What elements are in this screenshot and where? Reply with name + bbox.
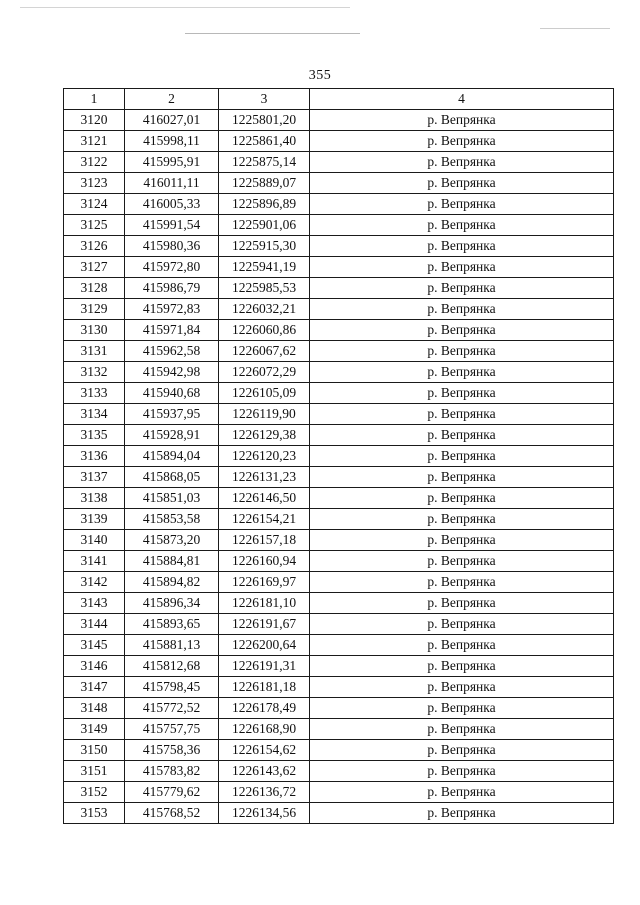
point-number-cell: 3128 xyxy=(64,278,125,299)
table-row xyxy=(64,215,614,236)
y-coordinate-cell: 1226154,62 xyxy=(219,740,310,761)
x-coordinate-cell: 415896,34 xyxy=(125,593,219,614)
point-number-cell: 3140 xyxy=(64,530,125,551)
description-cell: р. Вепрянка xyxy=(310,131,614,152)
scan-artifact xyxy=(20,7,350,8)
point-number-cell: 3126 xyxy=(64,236,125,257)
description-cell: р. Вепрянка xyxy=(310,509,614,530)
point-number-cell: 3136 xyxy=(64,446,125,467)
x-coordinate-cell: 416011,11 xyxy=(125,173,219,194)
description-cell: р. Вепрянка xyxy=(310,194,614,215)
page-number: 355 xyxy=(308,68,332,83)
x-coordinate-cell: 415937,95 xyxy=(125,404,219,425)
description-cell: р. Вепрянка xyxy=(310,278,614,299)
column-header: 3 xyxy=(219,89,310,110)
y-coordinate-cell: 1225901,06 xyxy=(219,215,310,236)
y-coordinate-cell: 1225985,53 xyxy=(219,278,310,299)
y-coordinate-cell: 1225915,30 xyxy=(219,236,310,257)
table-row xyxy=(64,572,614,593)
y-coordinate-cell: 1226119,90 xyxy=(219,404,310,425)
description-cell: р. Вепрянка xyxy=(310,614,614,635)
table-body xyxy=(64,110,614,824)
table-row xyxy=(64,404,614,425)
x-coordinate-cell: 415972,80 xyxy=(125,257,219,278)
description-cell: р. Вепрянка xyxy=(310,782,614,803)
point-number-cell: 3123 xyxy=(64,173,125,194)
table-row xyxy=(64,635,614,656)
description-cell: р. Вепрянка xyxy=(310,572,614,593)
x-coordinate-cell: 415768,52 xyxy=(125,803,219,824)
table-row xyxy=(64,194,614,215)
table-row xyxy=(64,299,614,320)
table-row xyxy=(64,782,614,803)
table-row xyxy=(64,320,614,341)
point-number-cell: 3146 xyxy=(64,656,125,677)
y-coordinate-cell: 1226169,97 xyxy=(219,572,310,593)
point-number-cell: 3149 xyxy=(64,719,125,740)
point-number-cell: 3147 xyxy=(64,677,125,698)
point-number-cell: 3134 xyxy=(64,404,125,425)
x-coordinate-cell: 415894,04 xyxy=(125,446,219,467)
y-coordinate-cell: 1226200,64 xyxy=(219,635,310,656)
point-number-cell: 3121 xyxy=(64,131,125,152)
point-number-cell: 3129 xyxy=(64,299,125,320)
description-cell: р. Вепрянка xyxy=(310,362,614,383)
point-number-cell: 3139 xyxy=(64,509,125,530)
point-number-cell: 3142 xyxy=(64,572,125,593)
point-number-cell: 3143 xyxy=(64,593,125,614)
table-row xyxy=(64,236,614,257)
x-coordinate-cell: 415884,81 xyxy=(125,551,219,572)
description-cell: р. Вепрянка xyxy=(310,698,614,719)
table-row xyxy=(64,803,614,824)
point-number-cell: 3153 xyxy=(64,803,125,824)
description-cell: р. Вепрянка xyxy=(310,719,614,740)
table-row xyxy=(64,488,614,509)
description-cell: р. Вепрянка xyxy=(310,383,614,404)
description-cell: р. Вепрянка xyxy=(310,677,614,698)
y-coordinate-cell: 1226131,23 xyxy=(219,467,310,488)
table-header-row xyxy=(64,89,614,110)
table-row xyxy=(64,467,614,488)
x-coordinate-cell: 415758,36 xyxy=(125,740,219,761)
x-coordinate-cell: 415991,54 xyxy=(125,215,219,236)
table-row xyxy=(64,362,614,383)
y-coordinate-cell: 1226178,49 xyxy=(219,698,310,719)
y-coordinate-cell: 1226191,31 xyxy=(219,656,310,677)
x-coordinate-cell: 415779,62 xyxy=(125,782,219,803)
y-coordinate-cell: 1226105,09 xyxy=(219,383,310,404)
description-cell: р. Вепрянка xyxy=(310,467,614,488)
x-coordinate-cell: 415998,11 xyxy=(125,131,219,152)
x-coordinate-cell: 415757,75 xyxy=(125,719,219,740)
x-coordinate-cell: 415893,65 xyxy=(125,614,219,635)
x-coordinate-cell: 415853,58 xyxy=(125,509,219,530)
x-coordinate-cell: 415873,20 xyxy=(125,530,219,551)
x-coordinate-cell: 416005,33 xyxy=(125,194,219,215)
table-row xyxy=(64,614,614,635)
y-coordinate-cell: 1225861,40 xyxy=(219,131,310,152)
table-row xyxy=(64,110,614,131)
point-number-cell: 3135 xyxy=(64,425,125,446)
x-coordinate-cell: 415798,45 xyxy=(125,677,219,698)
x-coordinate-cell: 415980,36 xyxy=(125,236,219,257)
point-number-cell: 3130 xyxy=(64,320,125,341)
x-coordinate-cell: 415812,68 xyxy=(125,656,219,677)
description-cell: р. Вепрянка xyxy=(310,152,614,173)
y-coordinate-cell: 1226060,86 xyxy=(219,320,310,341)
description-cell: р. Вепрянка xyxy=(310,530,614,551)
y-coordinate-cell: 1226072,29 xyxy=(219,362,310,383)
coordinates-table xyxy=(63,88,614,824)
description-cell: р. Вепрянка xyxy=(310,740,614,761)
table-row xyxy=(64,677,614,698)
description-cell: р. Вепрянка xyxy=(310,446,614,467)
x-coordinate-cell: 415894,82 xyxy=(125,572,219,593)
x-coordinate-cell: 415942,98 xyxy=(125,362,219,383)
table-row xyxy=(64,593,614,614)
description-cell: р. Вепрянка xyxy=(310,425,614,446)
y-coordinate-cell: 1226129,38 xyxy=(219,425,310,446)
point-number-cell: 3141 xyxy=(64,551,125,572)
x-coordinate-cell: 415971,84 xyxy=(125,320,219,341)
point-number-cell: 3152 xyxy=(64,782,125,803)
y-coordinate-cell: 1225941,19 xyxy=(219,257,310,278)
description-cell: р. Вепрянка xyxy=(310,257,614,278)
description-cell: р. Вепрянка xyxy=(310,761,614,782)
x-coordinate-cell: 415783,82 xyxy=(125,761,219,782)
y-coordinate-cell: 1226160,94 xyxy=(219,551,310,572)
y-coordinate-cell: 1225801,20 xyxy=(219,110,310,131)
point-number-cell: 3125 xyxy=(64,215,125,236)
table-row xyxy=(64,698,614,719)
x-coordinate-cell: 415940,68 xyxy=(125,383,219,404)
description-cell: р. Вепрянка xyxy=(310,803,614,824)
x-coordinate-cell: 415881,13 xyxy=(125,635,219,656)
x-coordinate-cell: 415972,83 xyxy=(125,299,219,320)
table-row xyxy=(64,740,614,761)
y-coordinate-cell: 1226120,23 xyxy=(219,446,310,467)
table-row xyxy=(64,425,614,446)
table-row xyxy=(64,278,614,299)
y-coordinate-cell: 1226181,10 xyxy=(219,593,310,614)
x-coordinate-cell: 416027,01 xyxy=(125,110,219,131)
x-coordinate-cell: 415928,91 xyxy=(125,425,219,446)
point-number-cell: 3127 xyxy=(64,257,125,278)
table-row xyxy=(64,173,614,194)
table-row xyxy=(64,446,614,467)
y-coordinate-cell: 1226146,50 xyxy=(219,488,310,509)
description-cell: р. Вепрянка xyxy=(310,173,614,194)
description-cell: р. Вепрянка xyxy=(310,110,614,131)
x-coordinate-cell: 415962,58 xyxy=(125,341,219,362)
point-number-cell: 3133 xyxy=(64,383,125,404)
column-header: 2 xyxy=(125,89,219,110)
description-cell: р. Вепрянка xyxy=(310,635,614,656)
table-row xyxy=(64,761,614,782)
x-coordinate-cell: 415851,03 xyxy=(125,488,219,509)
table-row xyxy=(64,383,614,404)
table-row xyxy=(64,530,614,551)
column-header: 4 xyxy=(310,89,614,110)
table-row xyxy=(64,341,614,362)
point-number-cell: 3120 xyxy=(64,110,125,131)
table-row xyxy=(64,509,614,530)
x-coordinate-cell: 415868,05 xyxy=(125,467,219,488)
point-number-cell: 3148 xyxy=(64,698,125,719)
scan-artifact xyxy=(185,33,360,34)
table-row xyxy=(64,131,614,152)
point-number-cell: 3145 xyxy=(64,635,125,656)
y-coordinate-cell: 1225889,07 xyxy=(219,173,310,194)
description-cell: р. Вепрянка xyxy=(310,656,614,677)
x-coordinate-cell: 415995,91 xyxy=(125,152,219,173)
y-coordinate-cell: 1225875,14 xyxy=(219,152,310,173)
description-cell: р. Вепрянка xyxy=(310,215,614,236)
column-header: 1 xyxy=(64,89,125,110)
point-number-cell: 3137 xyxy=(64,467,125,488)
table-row xyxy=(64,152,614,173)
y-coordinate-cell: 1226143,62 xyxy=(219,761,310,782)
description-cell: р. Вепрянка xyxy=(310,341,614,362)
description-cell: р. Вепрянка xyxy=(310,593,614,614)
description-cell: р. Вепрянка xyxy=(310,404,614,425)
y-coordinate-cell: 1226157,18 xyxy=(219,530,310,551)
point-number-cell: 3150 xyxy=(64,740,125,761)
y-coordinate-cell: 1226032,21 xyxy=(219,299,310,320)
x-coordinate-cell: 415986,79 xyxy=(125,278,219,299)
description-cell: р. Вепрянка xyxy=(310,299,614,320)
table-row xyxy=(64,656,614,677)
table-row xyxy=(64,551,614,572)
y-coordinate-cell: 1226067,62 xyxy=(219,341,310,362)
description-cell: р. Вепрянка xyxy=(310,488,614,509)
description-cell: р. Вепрянка xyxy=(310,236,614,257)
table-row xyxy=(64,719,614,740)
description-cell: р. Вепрянка xyxy=(310,320,614,341)
point-number-cell: 3132 xyxy=(64,362,125,383)
description-cell: р. Вепрянка xyxy=(310,551,614,572)
point-number-cell: 3144 xyxy=(64,614,125,635)
y-coordinate-cell: 1225896,89 xyxy=(219,194,310,215)
y-coordinate-cell: 1226181,18 xyxy=(219,677,310,698)
point-number-cell: 3151 xyxy=(64,761,125,782)
y-coordinate-cell: 1226191,67 xyxy=(219,614,310,635)
y-coordinate-cell: 1226154,21 xyxy=(219,509,310,530)
point-number-cell: 3138 xyxy=(64,488,125,509)
y-coordinate-cell: 1226168,90 xyxy=(219,719,310,740)
point-number-cell: 3122 xyxy=(64,152,125,173)
table-row xyxy=(64,257,614,278)
point-number-cell: 3131 xyxy=(64,341,125,362)
point-number-cell: 3124 xyxy=(64,194,125,215)
y-coordinate-cell: 1226136,72 xyxy=(219,782,310,803)
x-coordinate-cell: 415772,52 xyxy=(125,698,219,719)
scan-artifact xyxy=(540,28,610,29)
y-coordinate-cell: 1226134,56 xyxy=(219,803,310,824)
